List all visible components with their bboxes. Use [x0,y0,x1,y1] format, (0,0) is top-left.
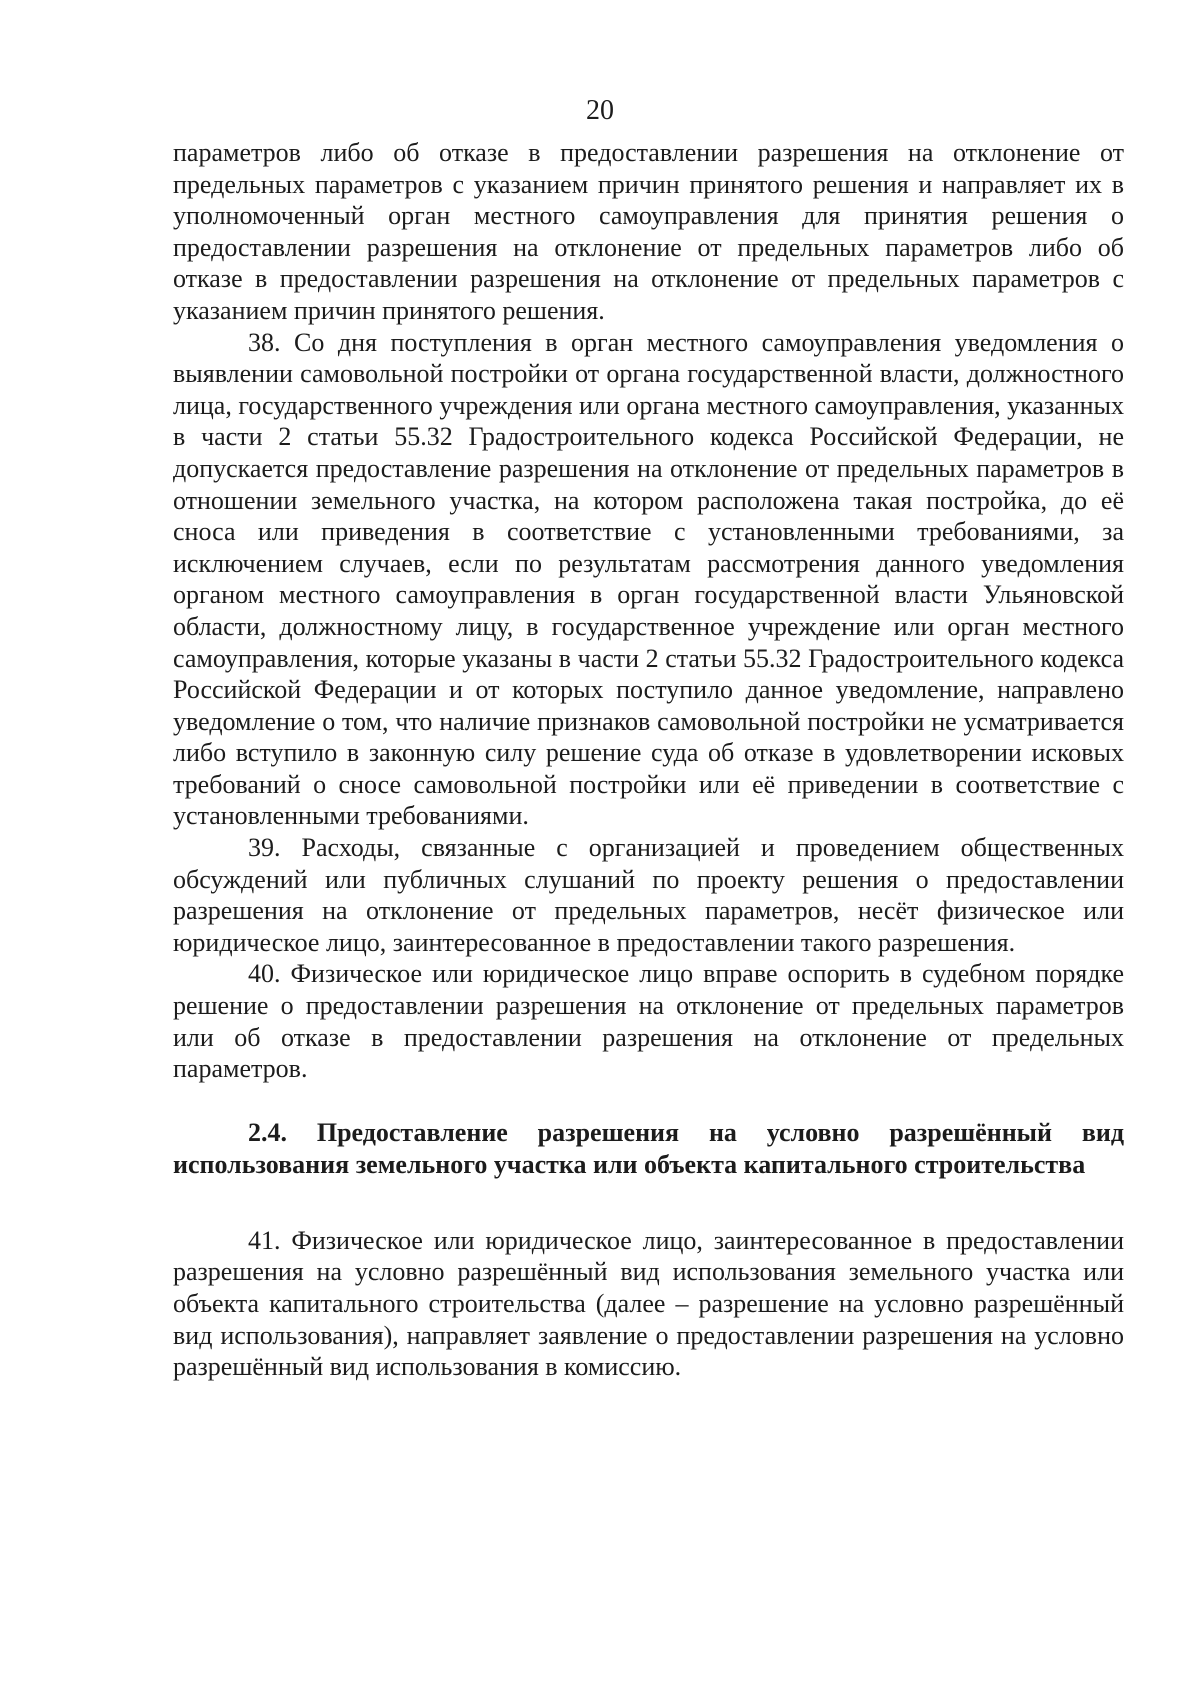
paragraph-39: 39. Расходы, связанные с организацией и проведением общественных обсуждений или публичных слушаний по проекту решения о предоставлении разрешения на отклонение от предельных параметров, несёт физическое или юридическое лицо, заинтересованное в предоставлении такого разрешения. [173,833,1124,957]
document-body [173,137,1124,1383]
paragraph-continuation: параметров либо об отказе в предоставлении разрешения на отклонение от предельных параметров с указанием причин принятого решения и направляет их в уполномоченный орган местного самоуправления для принятия решения о предоставлении разрешения на отклонение от предельных параметров либо об отказе в предоставлении разрешения на отклонение от предельных параметров с указанием причин принятого решения. [173,138,1124,325]
paragraph-41: 41. Физическое или юридическое лицо, заинтересованное в предоставлении разрешения на условно разрешённый вид использования земельного участка или объекта капитального строительства (далее – разрешение на условно разрешённый вид использования), направляет заявление о предоставлении разрешения на условно разрешённый вид использования в комиссию. [173,1225,1124,1382]
heading-spacer [173,1181,1124,1225]
page-number: 20 [586,95,614,126]
section-spacer [173,1085,1124,1117]
section-heading: 2.4. Предоставление разрешения на условно разрешённый вид использования земельного участка или объекта капитального строительства [173,1117,1124,1179]
paragraph-38: 38. Со дня поступления в орган местного самоуправления уведомления о выявлении самовольной постройки от органа государственной власти, должностного лица, государственного учреждения или органа местного самоуправления, указанных в части 2 статьи 55.32 Градостроительного кодекса Российской Федерации, не допускается предоставление разрешения на отклонение от предельных параметров в отношении земельного участка, на котором расположена такая постройка, до её сноса или приведения в соответствие с установленными требованиями, за исключением случаев, если по результатам рассмотрения данного уведомления органом местного самоуправления в орган государственной власти Ульяновской области, должностному лицу, в государственное учреждение или орган местного самоуправления, которые указаны в части 2 статьи 55.32 Градостроительного кодекса Российской Федерации и от которых поступило данное уведомление, направлено уведомление о том, что наличие признаков самовольной постройки не усматривается либо вступило в законную силу решение суда об отказе в удовлетворении исковых требований о сносе самовольной постройки или её приведении в соответствие с установленными требованиями. [173,327,1124,831]
paragraph-40: 40. Физическое или юридическое лицо вправе оспорить в судебном порядке решение о предоставлении разрешения на отклонение от предельных параметров или об отказе в предоставлении разрешения на отклонение от предельных параметров. [173,959,1124,1084]
